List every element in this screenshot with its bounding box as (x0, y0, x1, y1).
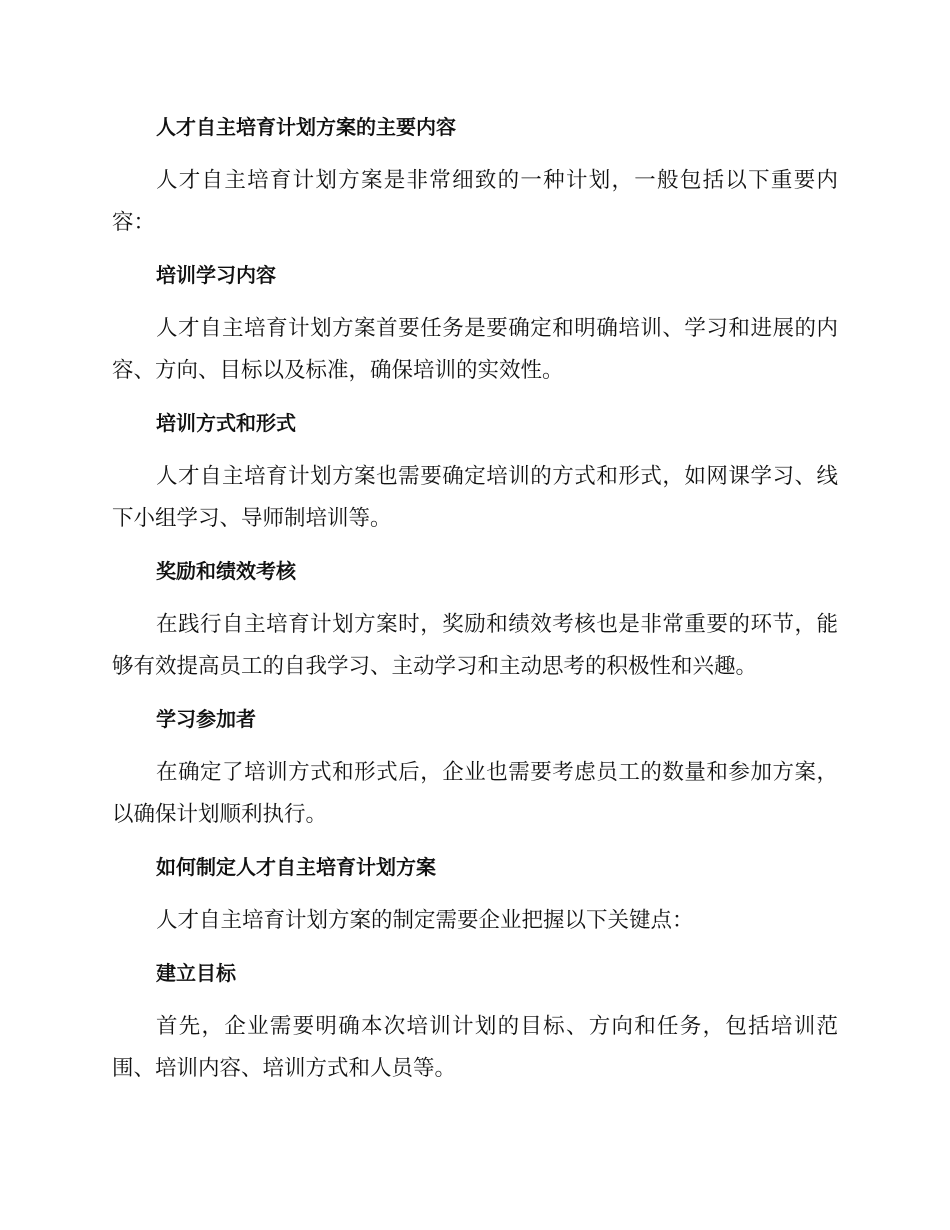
body-paragraph: 人才自主培育计划方案是非常细致的一种计划，一般包括以下重要内容： (112, 168, 838, 235)
body-paragraph: 首先，企业需要明确本次培训计划的目标、方向和任务，包括培训范围、培训内容、培训方式和人员等。 (112, 1014, 838, 1081)
section-heading: 培训学习内容 (156, 263, 276, 287)
body-paragraph: 在践行自主培育计划方案时，奖励和绩效考核也是非常重要的环节，能够有效提高员工的自我学习、主动学习和主动思考的积极性和兴趣。 (112, 612, 838, 679)
body-paragraph: 人才自主培育计划方案的制定需要企业把握以下关键点： (156, 908, 694, 933)
body-paragraph: 在确定了培训方式和形式后，企业也需要考虑员工的数量和参加方案，以确保计划顺利执行。 (112, 760, 838, 827)
section-heading: 奖励和绩效考核 (156, 559, 296, 583)
document-page (112, 107, 838, 1101)
section-heading: 人才自主培育计划方案的主要内容 (156, 115, 456, 139)
section-heading: 学习参加者 (156, 707, 256, 731)
body-paragraph: 人才自主培育计划方案也需要确定培训的方式和形式，如网课学习、线下小组学习、导师制培训等。 (112, 464, 838, 531)
body-paragraph: 人才自主培育计划方案首要任务是要确定和明确培训、学习和进展的内容、方向、目标以及标准，确保培训的实效性。 (112, 316, 838, 383)
section-heading: 培训方式和形式 (156, 411, 296, 435)
section-heading: 如何制定人才自主培育计划方案 (156, 855, 436, 879)
section-heading: 建立目标 (156, 961, 236, 985)
